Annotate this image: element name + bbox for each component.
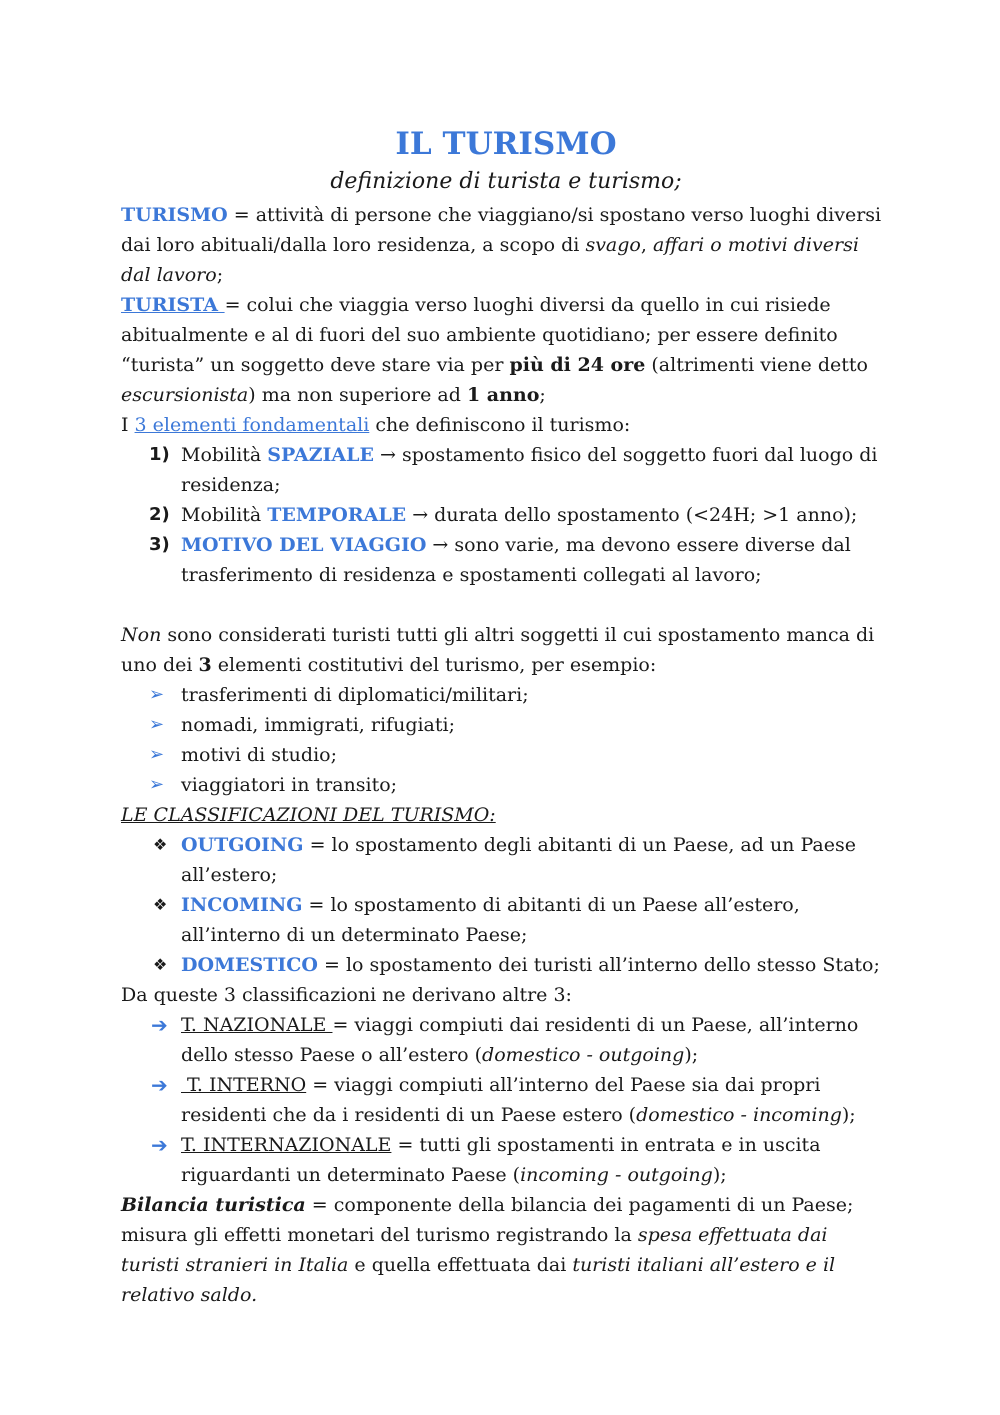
document-content xyxy=(121,124,891,1310)
item-text: = viaggi compiuti all’interno del Paese sia dai propri residenti che da i residenti di un Paese estero ( xyxy=(181,1074,821,1126)
list-item xyxy=(121,740,891,770)
turista-text: (altrimenti viene detto xyxy=(645,354,868,376)
turismo-definition xyxy=(121,200,891,290)
classificazioni-list xyxy=(121,830,891,980)
item-italic: incoming - outgoing xyxy=(520,1164,713,1186)
item-text: → durata dello spostamento (<24H; >1 anno); xyxy=(406,504,858,526)
item-key: TEMPORALE xyxy=(267,504,407,526)
non-turisti-paragraph xyxy=(121,620,891,680)
list-item xyxy=(121,830,891,890)
right-arrow-bullet-icon: ➔ xyxy=(151,1013,168,1037)
list-item xyxy=(121,1130,891,1190)
item-text: viaggiatori in transito; xyxy=(181,774,398,796)
list-item xyxy=(121,770,891,800)
item-text: = tutti gli spostamenti in entrata e in uscita riguardanti un determinato Paese ( xyxy=(181,1134,821,1186)
classificazioni-heading: LE CLASSIFICAZIONI DEL TURISMO: xyxy=(121,804,496,826)
turismo-text: , xyxy=(640,234,653,256)
turismo-text: = attività di persone che viaggiano/si spostano verso luoghi diversi dai loro abituali/dalla loro residenza, a scopo di xyxy=(121,204,882,256)
item-key: OUTGOING xyxy=(181,834,304,856)
elements-list xyxy=(121,440,891,590)
bilancia-italic-1: spesa effettuata dai turisti stranieri in Italia xyxy=(121,1224,828,1276)
number-marker: 1) xyxy=(149,444,170,465)
item-text: nomadi, immigrati, rifugiati; xyxy=(181,714,455,736)
number-marker: 2) xyxy=(149,504,170,525)
item-text: = viaggi compiuti dai residenti di un Paese, all’interno dello stesso Paese o all’estero ( xyxy=(181,1014,859,1066)
turista-italic: escursionista xyxy=(121,384,249,406)
list-item xyxy=(121,1010,891,1070)
item-text: motivi di studio; xyxy=(181,744,337,766)
item-key: INCOMING xyxy=(181,894,303,916)
list-item xyxy=(121,680,891,710)
item-key: MOTIVO DEL VIAGGIO xyxy=(181,534,427,556)
arrowhead-bullet-icon: ➢ xyxy=(149,744,165,765)
list-item xyxy=(121,500,891,530)
item-text: = lo spostamento degli abitanti di un Paese, ad un Paese all’estero; xyxy=(181,834,856,886)
item-text: ); xyxy=(684,1044,699,1066)
item-italic: domestico - incoming xyxy=(636,1104,842,1126)
arrowhead-bullet-icon: ➢ xyxy=(149,774,165,795)
page-subtitle: definizione di turista e turismo; xyxy=(330,169,682,194)
right-arrow-bullet-icon: ➔ xyxy=(151,1133,168,1157)
blank-line xyxy=(121,590,891,620)
turista-bold-2: 1 anno xyxy=(466,384,540,406)
non-turisti-text: elementi costitutivi del turismo, per esempio: xyxy=(211,654,657,676)
item-key: T. INTERNO xyxy=(181,1074,307,1096)
diamond-bullet-icon: ❖ xyxy=(153,955,168,974)
turista-term: TURISTA xyxy=(121,294,225,316)
item-italic: domestico - outgoing xyxy=(482,1044,685,1066)
item-text: → spostamento fisico del soggetto fuori dal luogo di residenza; xyxy=(181,444,878,496)
diamond-bullet-icon: ❖ xyxy=(153,835,168,854)
item-text: ); xyxy=(712,1164,727,1186)
bilancia-text: = componente della bilancia dei pagamenti di un Paese; misura gli effetti monetari del turismo registrando la xyxy=(121,1194,854,1246)
item-key: SPAZIALE xyxy=(267,444,375,466)
number-marker: 3) xyxy=(149,534,170,555)
list-item xyxy=(121,440,891,500)
elements-intro-text: che definiscono il turismo: xyxy=(369,414,631,436)
item-text: = lo spostamento dei turisti all’interno dello stesso Stato; xyxy=(317,954,880,976)
elements-intro xyxy=(121,410,891,440)
list-item xyxy=(121,710,891,740)
derivate-list xyxy=(121,1010,891,1190)
turismo-italic-1: svago xyxy=(585,234,641,256)
item-key: DOMESTICO xyxy=(181,954,318,976)
item-key: T. INTERNAZIONALE xyxy=(181,1134,392,1156)
bilancia-term: Bilancia turistica xyxy=(121,1194,306,1216)
examples-list xyxy=(121,680,891,800)
diamond-bullet-icon: ❖ xyxy=(153,895,168,914)
elements-intro-text: I xyxy=(121,414,135,436)
non-turisti-text: sono considerati turisti tutti gli altri soggetti il cui spostamento manca di uno dei xyxy=(121,624,875,676)
list-item xyxy=(121,890,891,950)
list-item xyxy=(121,1070,891,1130)
right-arrow-bullet-icon: ➔ xyxy=(151,1073,168,1097)
turismo-term: TURISMO xyxy=(121,204,228,226)
turista-text: = colui che viaggia verso luoghi diversi da quello in cui risiede abitualmente e al di fuori del suo ambiente quotidiano; per essere definito “turista” un soggetto deve stare via per xyxy=(121,294,838,376)
item-text: Mobilità xyxy=(181,444,268,466)
non-italic: Non xyxy=(121,624,162,646)
item-text: = lo spostamento di abitanti di un Paese all’estero, all’interno di un determinato Paese; xyxy=(181,894,800,946)
derivate-intro: Da queste 3 classificazioni ne derivano altre 3: xyxy=(121,984,572,1006)
turismo-text: ; xyxy=(216,264,224,286)
item-text: Mobilità xyxy=(181,504,268,526)
bilancia-paragraph xyxy=(121,1190,891,1310)
item-text: trasferimenti di diplomatici/militari; xyxy=(181,684,529,706)
item-text: ); xyxy=(841,1104,856,1126)
bilancia-text: e quella effettuata dai xyxy=(348,1254,573,1276)
list-item xyxy=(121,530,891,590)
item-text: → sono varie, ma devono essere diverse dal trasferimento di residenza e spostamenti collegati al lavoro; xyxy=(181,534,851,586)
turista-definition xyxy=(121,290,891,410)
elements-link[interactable]: 3 elementi fondamentali xyxy=(134,414,370,436)
list-item xyxy=(121,950,891,980)
non-turisti-bold: 3 xyxy=(198,654,212,676)
turista-text: ) ma non superiore ad xyxy=(248,384,467,406)
arrowhead-bullet-icon: ➢ xyxy=(149,684,165,705)
bilancia-italic-2: turisti italiani all’estero e il relativo saldo. xyxy=(121,1254,836,1306)
turista-bold-1: più di 24 ore xyxy=(509,354,646,376)
page-title: IL TURISMO xyxy=(395,126,617,162)
turismo-italic-2: affari o motivi diversi dal lavoro xyxy=(121,234,859,286)
arrowhead-bullet-icon: ➢ xyxy=(149,714,165,735)
turista-text: ; xyxy=(539,384,546,406)
item-key: T. NAZIONALE xyxy=(181,1014,333,1036)
